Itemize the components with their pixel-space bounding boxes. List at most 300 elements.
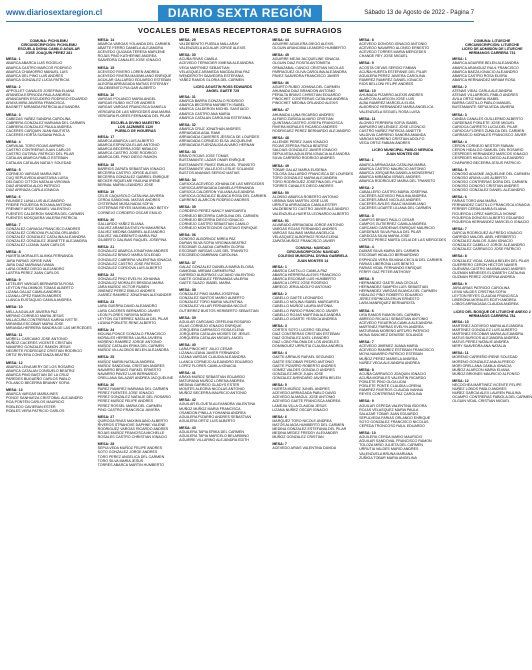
vocal-name: FARIAS LIBERONA LUIS BENITO (359, 261, 415, 266)
vocal-name: DONOSO GONZALEZ DANIEL ALEJANDRO (452, 188, 525, 193)
vocal-name: BECERRA GONZALEZ GABRIEL ENRIQUE (97, 174, 170, 179)
vocal-name: GONZALEZ ARCE JUAN JOSE (272, 371, 324, 376)
vocal-name: SEPULVEDA AGUILERA IGNACIA ALEJANDRA (272, 152, 350, 157)
vocal-name: PONCE SANHUEZA CRISTOBAL ALEJANDRO (6, 396, 83, 401)
mesa-block (359, 399, 446, 428)
vocal-name: URRUTIA ARRIAGADA CAMILA ESTER (272, 203, 338, 208)
vocal-name: CATALAN CATALAN NATALY SOLEDAD (6, 160, 72, 165)
vocal-name: ARRIAGADA ASAL RAMI (179, 130, 220, 135)
mesa-block (179, 426, 266, 442)
mesa-block (98, 218, 174, 243)
mesa-block (179, 288, 266, 313)
heading-line: HERMANOS CARRERA 781 (468, 313, 516, 318)
mesa-number: MESA: 51 (272, 218, 289, 223)
vocal-name: AGUILAR GALLARDO EDUARDO ESTEBAN (97, 77, 171, 82)
mesa-number: MESA: 13 (6, 388, 23, 393)
vocal-name: RODRIGUEZ PEREZ BERNARDO ALEJANDRO (272, 128, 351, 133)
mesa-block (359, 61, 446, 86)
vocal-name: ATENAS VIDAL CARLA ALEJANDRA (452, 89, 513, 94)
vocal-name: ROBLES VERA PATRICIO CARLOS (6, 408, 65, 413)
vocal-name: GAMONAL MIRIAM CARMEN PAZ (179, 268, 236, 273)
mesa-block (179, 343, 266, 368)
vocal-name: HERNANDEZ GAETE ANA CECILIA (359, 280, 418, 285)
vocal-name: CABELLO MOLINA ISABEL MARGARITA (272, 300, 340, 305)
vocal-name: CARCAMO CARDENAS ENRIQUE MAURICIO (359, 225, 435, 230)
vocal-name: CORNEJO CASTRO SEBASTIAN CAMILO (179, 221, 249, 226)
vocal-name: BUSTAMANTE LAZAR OMAR ENRIQUE (179, 158, 246, 163)
mesa-block (98, 93, 174, 118)
vocal-name: JORQUERA CARRASCO ROSA ELENA (179, 327, 245, 332)
vocal-name: CABEZAS YAÑEZ SANDRA CAROLINA (6, 116, 71, 121)
vocal-name: DONOSO CONTRERAS DORA DEL CARMEN (452, 179, 528, 184)
mesa-number: MESA: 49 (272, 163, 289, 168)
mesa-block (6, 333, 92, 358)
vocal-name: VELASQUEZ ARANEDA MAGDALENA PAZ (179, 69, 250, 74)
vocal-name: GAETE ARRAUS RAFAEL SEGUNDO (272, 355, 335, 360)
vocal-name: CACERES AVILES ISAAC MAXIMILIANO (359, 202, 426, 207)
vocal-name: VARGAS POLANCO MARIA ANGEL (97, 97, 157, 102)
vocal-name: VERGARA DE LAS MERCEDES ANA MARIA (97, 109, 171, 114)
mesa-number: MESA: 1 (452, 57, 467, 62)
mesa-block (6, 250, 92, 275)
mesa-number: MESA: 14 (97, 38, 115, 42)
vocal-name: ORTIZ RIVERA CONSTANZA BEATRIZ (6, 353, 70, 358)
vocal-name: CABELLO GAETE LEONARDO (272, 296, 324, 301)
heading-line: ESCUELA DIGNA CAMILO AGUILAR (17, 47, 80, 52)
page-date: Sábado 13 de Agosto de 2022 - Página 7 (364, 9, 474, 16)
mesa-block (272, 38, 353, 50)
vocal-name: MERINO CORNEJO MARIA JESUS (6, 313, 64, 318)
vocal-name: ABARCA PINO BASTIAN DE LA CRUZ (6, 372, 69, 377)
vocal-name: CABELLO MUÑOZ LAURA ANTONIA (272, 304, 333, 309)
vocal-name: CERON CORNEJO NESTOR FABIAN (452, 144, 514, 149)
mesa-number: MESA: 12 (6, 360, 23, 365)
vocal-name: LOPEZ FLORES CAMILA IGNACIA (179, 363, 237, 368)
vocal-name: CARRENO ALARCON RODRIGO ANDRES (179, 198, 250, 203)
mesa-block (359, 38, 446, 58)
heading-line: LICEO AGUSTIN ROSS EDWARDS (193, 84, 253, 89)
vocal-name: VALENZUELA HUERTA LEONARDO ALBERTO (272, 211, 350, 216)
polling-place-heading (359, 148, 446, 156)
vocal-name: SILVA CARREÑO RODRIGO ANDRES (272, 156, 335, 161)
vocal-name: LOBOS ARRIAGADA CLAUDIA ANDREA (452, 302, 519, 307)
vocal-name: ABARCA CATALAN CAROLINA ESTEFANIA (179, 115, 251, 120)
mesa-number: MESA: 39 (179, 315, 196, 320)
vocal-name: FERRY GAZ PETER ANTHONY (359, 269, 411, 274)
mesa-number: MESA: 18 (97, 162, 115, 167)
vocal-name: ALLENDE PEREZ JUAN IGNACIO (272, 140, 329, 145)
vocal-name: MUÑOZ CACERES VICENTE CRISTIAN (6, 341, 72, 346)
vocal-name: ROJAS ZEPEDA PAOLA BEATRIZ (272, 144, 328, 149)
mesa-block (179, 398, 266, 423)
vocal-name: PINOCHET CONTRERAS CATALINA ANDREA (272, 97, 348, 102)
vocal-name: MARQUEZ TORO NICOLE ANDREA (272, 418, 332, 423)
mesa-block (6, 113, 92, 138)
vocal-name: CISTERNAS REYES MAXIMILIANO BETSY (97, 206, 169, 211)
mesa-block (179, 150, 266, 175)
vocal-name: JARA MUÑOZ VICTOR RUBEN (97, 285, 149, 290)
mesa-block (179, 205, 266, 230)
vocal-name: CHANDE REY JOSE MIGUEL (359, 54, 408, 59)
mesa-number: MESA: 26 (97, 383, 115, 388)
mesa-number: MESA: 5 (452, 167, 467, 172)
vocal-name: AGUILERA PEREZ JAVIERA CAROLINA (359, 73, 425, 78)
heading-line: COMUNA: LITUECHE (473, 39, 511, 43)
vocal-name: RODRIGUEZ VARGAS RICARDO ANDRES (97, 426, 169, 431)
vocal-name: LEON FLORES YARIXSA NOEMI (97, 312, 152, 317)
mesa-block (452, 351, 532, 376)
vocal-name: VEGA MARTINEZ SEBASTIAN (179, 65, 230, 70)
vocal-name: TOBAR GALAZ MARIA EUGENIA (272, 167, 327, 172)
vocal-name: CARIOCA FLORES ZUNILDA DEL CARMEN (452, 128, 525, 133)
vocal-name: ABARCA ARANGUIZ RAUL FRANCISCO (452, 65, 519, 70)
vocal-name: TOLOZA MIÑO JULIETA DEL CARMEN (359, 443, 423, 448)
vocal-name: AGUIRRE VILLARINO ALEJANDRA EDITH (179, 438, 249, 443)
vocal-name: ABARCA HERNANDEZ MIRIAM ROSA (452, 77, 516, 82)
vocal-name: MONTES ALEGRIA NICOLAS ANTONIO (179, 387, 245, 392)
vocal-name: HERNANDEZ VARGAS BLANCA DEL CARMEN (359, 289, 437, 294)
vocal-name: ROA PONTEN CARLOS MAURICIO (6, 400, 65, 405)
vocal-name: LIZANA NUÑEZ OSCAR IGNACIO (272, 407, 329, 412)
vocal-name: GUERRERO CERON HECTOR NAVIER (452, 262, 518, 267)
vocal-name: LARA PINOCHET JULIO CESAR (179, 347, 233, 352)
vocal-name: ABREGO RICAGLI SEBASTIAN ANTONIO (359, 316, 429, 321)
vocal-name: GONZALEZ VIDAL CAMILA BELEN DEL PILAR (452, 258, 530, 263)
vocal-name: LIRA RAMOS RAMON DEL CARMEN (359, 312, 420, 317)
vocal-name: ACEVEDO TORRES MARIA MERCEDES (359, 50, 427, 55)
mesa-number: MESA: 2 (6, 84, 21, 89)
mesa-block (179, 178, 266, 203)
vocal-name: ISLAS CORNEJO IGNACIO ENRIQUE (179, 323, 242, 328)
vocal-name: ABARCA CHAMORRO MANUEL LUIS (6, 69, 68, 74)
vocal-name: ABARCA BECERRA JOSE NIBALDO (97, 147, 158, 152)
vocal-name: ABARCA CRUZ JONATHAN ANDRES (179, 126, 241, 131)
vocal-name: MUÑOZ MUÑOZ MARIA FRANCISCA (179, 406, 241, 411)
vocal-name: LLANCA CORNEJO ALEJANDRO EDUARDO (179, 359, 253, 364)
mesa-block (359, 277, 446, 306)
vocal-name: PINOCHET MEDINA ORLANDO ALEXIS (272, 101, 338, 106)
mesa-number: MESA: 36 (179, 232, 196, 237)
polling-place-heading (452, 39, 532, 55)
mesa-block (359, 245, 446, 274)
mesa-number: MESA: 6 (6, 195, 21, 200)
vocal-name: ALFARO ZUÑIGA ALVARO CRISTIAN (272, 116, 334, 121)
vocal-name: LARA MANRIQUEZ BERNARDITA (359, 301, 415, 306)
mesa-number: MESA: 30 (179, 53, 196, 58)
vocal-name: LARA CACERES BERNARDO JAVIER (97, 308, 160, 313)
mesa-block (98, 442, 174, 467)
vocal-name: AGUILAR CEPEDA VALENTINA ISIDORA (359, 403, 427, 408)
mesa-block (179, 53, 266, 82)
vocal-name: ESPINOZA VERA SILVANA CECILIA DEL CARMEN (359, 257, 443, 262)
mesa-block (359, 309, 446, 338)
vocal-name: AGURTO RUBIO JOHANA DEL CARMEN (272, 84, 340, 89)
mesa-block (179, 316, 266, 341)
vocal-name: CARIOCA ARRIAGADA DANIELA FERNANDA (179, 186, 255, 190)
vocal-name: MUÑOZ CATALAN ERIKA DEL CARMEN (97, 344, 164, 349)
mesa-number: MESA: 12 (452, 378, 469, 383)
mesa-block (359, 158, 446, 183)
vocal-name: BECKER RIQUELME PAULINA IRENE (97, 178, 161, 183)
vocal-name: LIZANA LIZANA JAVIER FERNANDO (179, 351, 240, 356)
vocal-name: FREIRE FIGUEROA ROXANA ANTONIA (6, 203, 72, 208)
mesa-block (98, 66, 174, 91)
vocal-name: ROJAS MUÑOZ FRANCISCA MICHELLE (97, 431, 165, 436)
vocal-name: BERNAL MARIN LEANDRO JOSE (97, 183, 154, 187)
vocal-name: ESCOBAR HIDALGO BERNARDINO (359, 253, 419, 258)
vocal-name: MATOS ALIAGA HUMBERTO DEL CARMEN (272, 422, 345, 427)
mesa-number: MESA: 27 (97, 414, 115, 419)
vocal-name: LIZANA VARGAS CLAUDIA ALEJANDRA (179, 355, 246, 360)
vocal-name: ALVARADO ARRIAGADA JORGE ANTONIO (272, 222, 344, 227)
heading-line: COLEGIO MUNICIPAL DIVINA GABRIELA (277, 254, 348, 259)
vocal-name: MEDINA MEDEZ FREDDY ALEXANDER (272, 431, 338, 436)
vocal-name: RIVERA MORALES RICARDO ANDRES (272, 124, 338, 129)
heading-line: ANGEL GAETE 725 (206, 89, 240, 94)
vocal-name: PEREZ ROSSEL MARIA DEL CARMEN (97, 403, 162, 408)
vocal-name: ACEVEDO ALMAGUL JOSE ANTONIO (272, 395, 336, 400)
vocal-name: QUINTANA CASTRO JOSEFA FRANCISCA (272, 120, 343, 125)
vocal-name: VALENZUELA BRUNA MARIANA (359, 451, 413, 456)
vocal-name: AHUMADA LUNA RICARDO ANDRES (272, 112, 334, 117)
vocal-name: AGUILERA CERDA MARIO MAURICIO (359, 435, 423, 440)
mesa-number: MESA: 35 (179, 205, 196, 210)
mesa-number: MESA: 6 (272, 414, 287, 419)
vocal-name: LASTRA PEREZ JUAN CARLOS (6, 270, 59, 275)
mesa-block (359, 340, 446, 365)
vocal-name: YAÑEZ RAMOS GLORIA DEL CARMEN (179, 77, 244, 82)
heading-line: LICEO DEL BOSQUE DE LITUECHE ANEXO 2 (453, 309, 531, 314)
vocal-name: BUSTAMANTE PAVEZ EMILIA DEL TRANSITO (179, 162, 256, 167)
vocal-name: ACEVEDO JIMENEZ JUANA MARIA (359, 344, 419, 349)
vocal-name: TORRES CANALES DIEGO ANDRES (272, 184, 334, 188)
vocal-name: GONZALEZ BRAVO MARIA SOLEDAD (97, 253, 161, 258)
vocal-name: MORENO RAMIREZ JORGE ANTONIO (97, 340, 162, 345)
vocal-name: ACEVEDO QUIJADA TERESA MARLENE (97, 50, 166, 55)
vocal-name: MEDINA GARRIDO GLADYS ESTER (179, 383, 240, 388)
columns-container (6, 38, 532, 670)
mesa-number: MESA: 22 (97, 272, 115, 277)
mesa-block (452, 57, 532, 82)
vocal-name: LARA GUERRA DAVID ALEJANDRO (97, 304, 158, 309)
vocal-name: GONZALEZ CORDOVA PLACIDA ORLANDO (6, 230, 80, 235)
vocal-name: MARTINEZ ESCOBAR MARIA ALEJANDRA (452, 332, 524, 336)
vocal-name: MORENO CARREÑO IRENE SOLEDAD (452, 355, 518, 360)
vocal-name: CASTRO GUTIRAL PATRICIO DEL PILAR (6, 152, 75, 157)
vocal-name: BRAVO ROJAS JOSE TOMAS (179, 154, 229, 159)
vocal-name: ALONSO FERREIRA SOFIA ISABEL (359, 120, 419, 125)
vocal-name: FARIAS VIDAL FERNANDO ENRIQUE (359, 265, 422, 270)
vocal-name: GILBERTO GALINAS RAQUEL JOSEFINA (97, 238, 167, 243)
vocal-name: HIDALGO PINO ROBERTO EDUARDO (359, 293, 423, 298)
vocal-name: SOTO GONZALEZ FRANCISCO NICOLAS (359, 419, 429, 424)
mesa-block (6, 57, 92, 82)
vocal-name: LEYTON REYES CLAUDIA FRANCISCA (452, 294, 518, 299)
vocal-name: OLGUIN ARANCIBIA LEANDRO HUMBERTO (272, 46, 346, 51)
vocal-name: GONZALEZ GONZALEZ CATALINA ALEJANDRA (6, 235, 86, 240)
mesa-number: MESA: 16 (97, 93, 115, 98)
vocal-name: MUÑOZ SANDOVAL CRISTIAN ANDRES (97, 363, 165, 368)
mesa-number: MESA: 9 (6, 277, 21, 282)
mesa-number: MESA: 10 (359, 89, 376, 94)
vocal-name: DELGADO CITTON NATALIA VIRGINIA (6, 179, 70, 184)
mesa-number: MESA: 1 (272, 264, 287, 269)
vocal-name: TORO PEREZ ANGELICA DEL CARMEN (97, 454, 165, 459)
vocal-name: GONZALEZ AVALOS JUAN IGNACIO (452, 239, 513, 244)
mesa-number: MESA: 5 (359, 276, 374, 281)
mesa-block (6, 361, 92, 386)
text-column (6, 38, 92, 670)
heading-line: COMUNA: PICHILEMU (29, 39, 68, 43)
vocal-name: RIVEROS STRAHOVE DAPHNE YALENE (97, 422, 166, 427)
vocal-name: HUERTA MUÑOZ JUNIEL ANDRES (272, 387, 330, 392)
vocal-name: GONZALEZ SANTOS MARIO ALBERTO (179, 296, 245, 301)
vocal-name: OSANDON PINILLA YOHANNA ANDREA (179, 410, 246, 415)
vocal-name: ACUÑA CARRASCO JOAQUIN IGNACIO (359, 371, 427, 376)
vocal-name: ACEVEDO TERNICIER XIMENA ALEJANDRA (179, 61, 254, 66)
mesa-number: MESA: 7 (272, 442, 287, 447)
vocal-name: FARIAS TORO ANA MARIA (452, 199, 497, 204)
vocal-name: GALVEZ ARANEDA EVELYN MAKARENA (97, 225, 166, 230)
vocal-name: FIGUEROA DONOSO ALBERTO EDUARDO (452, 215, 525, 220)
vocal-name: URRUTIA VALDES MARIO ANDRES (359, 447, 419, 452)
vocal-name: MUÑOZ ALARCON MARIA ELIANA (452, 367, 510, 372)
vocal-name: CORNEJO CORDERO OSCAR EMILIO (97, 210, 162, 215)
vocal-name: MUÑOZ PEREZ MARIELA ANDREA (359, 356, 418, 361)
vocal-name: CASTRO CONTRERAS JUAN CARLOS (6, 148, 71, 153)
mesa-number: MESA: 48 (272, 135, 289, 140)
vocal-name: ACEVEDO RAMIREZ ESTEBAN FRANCISCO (359, 348, 434, 353)
vocal-name: GONZALEZ CASTRO JOSE PATRICIO (97, 261, 161, 266)
vocal-name: JIMENEZ PEREZ EMILIO ANDRES (97, 289, 155, 294)
vocal-name: CACERES ARIAS NICOLAS ANDRES (359, 198, 421, 203)
vocal-name: GONZALEZ CABRERA VALENTINA IGNACIA (97, 257, 172, 262)
vocal-name: LLANCA EUSTAQUIO CAMILA ANDREA (6, 298, 72, 303)
vocal-name: LIZANA LOPEZ RAMON ANDRES (6, 294, 62, 299)
vocal-name: MELLA AGUILAR JAVIERA PAZ (6, 309, 58, 314)
mesa-number: MESA: 4 (452, 140, 467, 145)
heading-line: LICEO DE ADMISIÓN DE LITUECHE (461, 47, 523, 52)
mesa-block (98, 300, 174, 325)
mesa-number: MESA: 45 (272, 53, 289, 58)
vocal-name: GAETE PIZARRO ROBERTO ANDRES (272, 363, 336, 368)
mesa-number: MESA: 31 (179, 95, 196, 100)
vocal-name: ESCOBAR VARGAS LUIS DEL TRANSITO (179, 249, 249, 254)
mesa-block (272, 219, 353, 244)
vocal-name: DONOSO ALBORNOZ MIREA PAZ (179, 237, 236, 242)
vocal-name: QUIROGA RIVAS MAXIMILIANO ALBERTO (97, 418, 168, 423)
vocal-name: SALDIAS GONZALEZ JAVIER IGNACIO (272, 148, 338, 153)
mesa-number: MESA: 11 (359, 116, 376, 121)
vocal-name: MORENO GONZALEZ ANA ALFREDO (452, 359, 515, 364)
vocal-name: MUÑOZ MARIN NATALIA ANDREA (97, 359, 155, 364)
vocal-name: DIAZ GONZALEZ AXEL LEANDRO (272, 336, 330, 341)
vocal-name: VALDEBENITO PUEBLA MALLARAY (179, 42, 239, 47)
vocal-name: PEREZ FUENTES JOSE IGNACIO (97, 391, 154, 396)
mesa-number: MESA: 3 (359, 213, 374, 218)
mesa-number: MESA: 28 (97, 442, 115, 447)
polling-place-heading (98, 121, 174, 133)
mesa-number: MESA: 29 (179, 38, 196, 42)
mesa-block (179, 123, 266, 148)
vocal-name: CABRERA GONZALEZ MARIANA DEL CARMEN (6, 120, 86, 125)
mesa-number: MESA: 24 (97, 327, 115, 332)
vocal-name: NEGRETE RODRIGUEZ CRISTIAN RODRIGO (6, 349, 82, 354)
vocal-name: LIZANA POBLETE RENE ALBERTO (97, 320, 157, 325)
vocal-name: ARRIAGADA FUENZALIDA ALVARO HERNAN (179, 143, 255, 148)
vocal-name: MUÑOZ BECERRA MAURICIO ANTONIO (179, 391, 247, 396)
vocal-name: ACEVEDO RIVERO LOREN ANDREA (97, 69, 160, 74)
vocal-name: FIGUEROA HERNANDEZ MARCELO IGNACIO (452, 219, 530, 224)
heading-line: JUAN MONTES 650 (386, 152, 420, 157)
mesa-number: MESA: 19 (97, 190, 115, 195)
vocal-name: GARRIDO MALDEL ABEL HERIBERTO (452, 235, 516, 240)
vocal-name: AGUILERA TAPIA ERIKA DEL CARMEN (179, 429, 245, 434)
vocal-name: DONOSO ARAYA LUIS ALBERTO (452, 175, 507, 180)
heading-line: CIRCUNSCRIPCIÓN: PICHILEMU (20, 43, 77, 48)
vocal-name: ACEVEDO RIVERA MAXIMILIANO ENRIQUE (97, 73, 172, 78)
mesa-number: MESA: 7 (6, 222, 21, 227)
mesa-number: MESA: 41 (179, 370, 196, 375)
mesa-number: MESA: 3 (452, 112, 467, 117)
mesa-number: MESA: 50 (272, 191, 289, 196)
vocal-name: ABARCA LEIVA MERY DE LOS ROSARIO (6, 364, 75, 369)
vocal-name: VEGA ORTIZ FABIAN ANDRES (359, 141, 411, 146)
mesa-number: MESA: 8 (452, 254, 467, 259)
vocal-name: ABARCA CASTRO ROSA ELVIRA (452, 73, 508, 78)
mesa-number: MESA: 3 (272, 323, 287, 328)
mesa-number: MESA: 9 (359, 399, 374, 404)
heading-line: PUEBLO DE HIGUERAS (114, 128, 156, 133)
vocal-name: VELASQUEZ ALBORNOZ ROSA ELENA (272, 235, 339, 240)
mesa-number: MESA: 8 (359, 367, 374, 372)
vocal-name: APPOLLET CANALES JOSEFINA ELIANA (6, 89, 75, 94)
vocal-name: DURAN SILVA SOFIA VIRGINIA BEATRIZ (179, 241, 247, 246)
vocal-name: GONZALEZ LIZANA JUAN CARLOS (6, 243, 65, 248)
vocal-name: REYES CONTRERAS PAZ CAROLINA (359, 392, 422, 397)
vocal-name: VALDIVIA CARRENO SANDRA AMANDA (359, 132, 426, 137)
vocal-name: ABARCA ESPINOZA ELIAS ANTONIO (97, 143, 160, 148)
vocal-name: GALVEZ MEDINA GABRIEL ALEJANDRO (97, 229, 166, 234)
vocal-name: MOYA NAVARRO PATRICIO ESTEBAN (359, 352, 423, 357)
vocal-name: TORO RODRIGUEZ JOSEFINA DEL PILAR (272, 179, 343, 184)
mesa-block (359, 117, 446, 146)
mesa-block (359, 214, 446, 243)
vocal-name: GONZALEZ MORALES BRIGIDA MARIA (97, 280, 164, 285)
vocal-name: SOTO GONZALEZ JORGE ANDRES (97, 450, 158, 455)
heading-line: CIRCUNSCRIPCIÓN: LITUECHE (465, 43, 520, 48)
vocal-name: LEIVA VALDES CRISTINA SOFIA (452, 290, 507, 295)
vocal-name: AGUILERA PIZARRO ANDRES SEBASTIAN (179, 414, 252, 419)
vocal-name: CANDIA CANALES GUILLERMO ALBERTO (452, 116, 523, 121)
mesa-block (359, 431, 446, 460)
vocal-name: ORELLANA SALAZAR ANDREA JACQUELINE (97, 375, 174, 380)
vocal-name: GAETE SUAZO ISABEL MARIA (179, 280, 231, 285)
site-url[interactable]: www.diariosextaregion.cl (6, 8, 103, 17)
vocal-name: CACERES CARQUIN JUAN BAUTISTA (6, 128, 70, 133)
mesa-block (6, 278, 92, 303)
vocal-name: RAMIREZ RIVEROS CLAUDIA IVANNA (359, 388, 423, 393)
vocal-name: GONZALEZ VILLAR FERNANDA NICOLE (179, 304, 247, 309)
vocal-name: NECOCHEA MARTINEZ VICENTE FELIPE (452, 383, 522, 388)
vocal-name: POBLETE PONTE CLAUDIA LORENA (359, 384, 422, 389)
vocal-name: WENDEROTH SAAVEDRA ESTEFANIA (179, 73, 244, 78)
vocal-name: GONZALEZ CABELLO JORGE ALEJANDRO (452, 243, 525, 248)
vocal-name: CASTRO NUÑEZ PATRICIA JANETTE (359, 128, 422, 133)
vocal-name: CARIOCA GONZALEZ BLANCA ROSA DEL CARMEN (179, 194, 267, 199)
vocal-name: GONZALEZ CORDOVA LUIS ALBERTO (97, 265, 163, 270)
vocal-name: ALBA RAMIREZ MARCELA ELISA (359, 101, 415, 106)
